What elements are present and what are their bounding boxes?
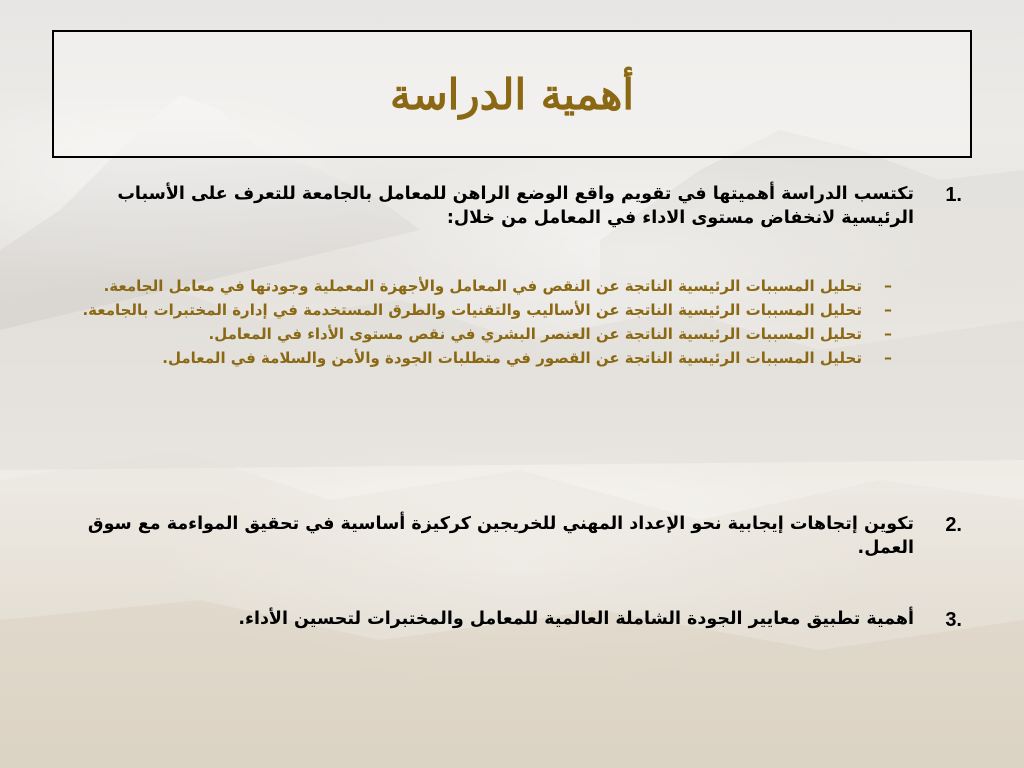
item-text: أهمية تطبيق معايير الجودة الشاملة العالمية للمعامل والمختبرات لتحسين الأداء. xyxy=(238,609,914,629)
sub-item xyxy=(64,299,914,321)
item-number: 3. xyxy=(945,609,962,631)
sub-item xyxy=(64,323,914,345)
slide-title: أهمية الدراسة xyxy=(389,69,635,119)
sub-item xyxy=(64,275,914,297)
item-number: 1. xyxy=(945,184,962,206)
main-item-3 xyxy=(62,607,962,633)
sub-list xyxy=(64,275,914,371)
sub-item-text: تحليل المسببات الرئيسية الناتجة عن الأساليب والتقنيات والطرق المستخدمة في إدارة المختبرات بالجامعة. xyxy=(82,301,862,319)
dash-bullet: – xyxy=(884,276,892,295)
dash-bullet: – xyxy=(884,300,892,319)
dash-bullet: – xyxy=(884,348,892,367)
item-text: تكوين إتجاهات إيجابية نحو الإعداد المهني للخريجين كركيزة أساسية في تحقيق المواءمة مع سوق العمل. xyxy=(87,514,914,558)
item-number: 2. xyxy=(945,514,962,536)
sub-item-text: تحليل المسببات الرئيسية الناتجة عن العنصر البشري في نقص مستوى الأداء في المعامل. xyxy=(208,325,862,343)
main-item-2 xyxy=(62,512,962,560)
title-box xyxy=(52,30,972,158)
main-item-1 xyxy=(62,182,962,230)
dash-bullet: – xyxy=(884,324,892,343)
item-text: تكتسب الدراسة أهميتها في تقويم واقع الوضع الراهن للمعامل بالجامعة للتعرف على الأسباب الرئيسية لانخفاض مستوى الاداء في المعامل من خلال: xyxy=(117,184,914,228)
sub-item-text: تحليل المسببات الرئيسية الناتجة عن القصور في متطلبات الجودة والأمن والسلامة في المعامل. xyxy=(162,349,862,367)
sub-item-text: تحليل المسببات الرئيسية الناتجة عن النقص في المعامل والأجهزة المعملية وجودتها في معامل الجامعة. xyxy=(103,277,862,295)
sub-item xyxy=(64,347,914,369)
